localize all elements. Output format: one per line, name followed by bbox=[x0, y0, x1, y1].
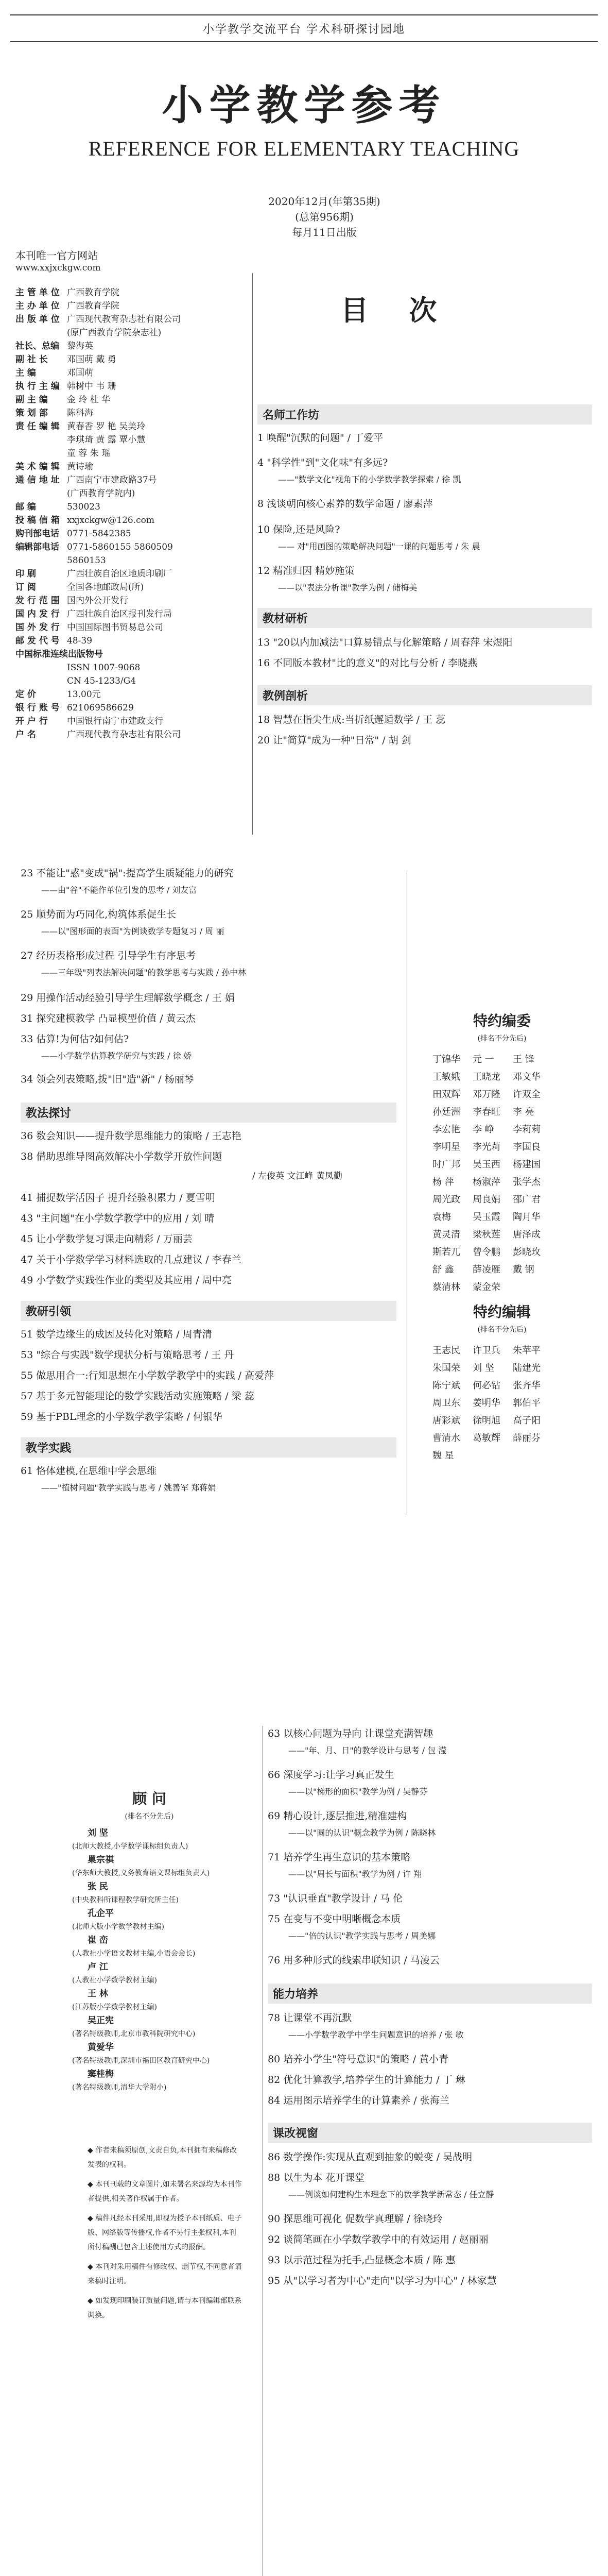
toc-entry[interactable]: 29 用操作活动经验引导学生理解数学概念 / 王 娟 bbox=[21, 992, 235, 1004]
committee-member: 陶月华 bbox=[513, 1212, 541, 1223]
editorial-notes bbox=[88, 2143, 242, 2328]
committee-member: 唐泽成 bbox=[513, 1229, 541, 1240]
masthead-value: 陈科海 bbox=[67, 408, 93, 418]
toc-entry[interactable]: 93 以示范过程为托手,凸显概念本质 / 陈 惠 bbox=[268, 2255, 456, 2266]
toc-entry-subtitle: ——小学数学教学中学生问题意识的培养 / 张 敏 bbox=[288, 2030, 464, 2040]
issue-line-3: 每月11日出版 bbox=[292, 226, 357, 239]
toc-entry[interactable]: 92 谈简笔画在小学数学教学中的有效运用 / 赵丽丽 bbox=[268, 2234, 489, 2245]
masthead-row bbox=[15, 581, 242, 594]
committee-member: 徐明旭 bbox=[473, 1415, 500, 1426]
masthead-row bbox=[15, 621, 242, 634]
advisor-desc: (人教社小学数学教材主编) bbox=[72, 1976, 157, 1985]
toc-entry-subtitle: ——由"谷"不能作单位引发的思考 / 刘友富 bbox=[41, 885, 197, 895]
toc-entry[interactable]: 27 经历表格形成过程 引导学生有序思考 bbox=[21, 950, 196, 961]
toc-entry[interactable]: 63 以核心问题为导向 让课堂充满智趣 bbox=[268, 1728, 433, 1739]
committee-member: 李莉莉 bbox=[513, 1124, 541, 1135]
masthead-row bbox=[15, 393, 242, 406]
journal-title: 小学教学参考 bbox=[162, 81, 446, 129]
masthead-row bbox=[15, 433, 242, 447]
toc-entry[interactable]: 47 关于小学数学学习材料选取的几点建议 / 李春兰 bbox=[21, 1254, 241, 1265]
masthead-key: 发 行 范 围 bbox=[15, 596, 60, 606]
masthead-value: 中国国际图书贸易总公司 bbox=[67, 622, 163, 633]
committee-member: 朱国荣 bbox=[432, 1363, 460, 1374]
committee-member: 薛凌雁 bbox=[473, 1264, 500, 1275]
masthead-key bbox=[15, 674, 67, 688]
masthead-value bbox=[67, 648, 242, 661]
masthead-key bbox=[15, 326, 67, 340]
toc-entry-subtitle: —— 对"用画图的策略解决问题"一课的问题思考 / 朱 晨 bbox=[278, 541, 480, 551]
toc-entry-subtitle: ——以"圆的认识"概念教学为例 / 陈晓林 bbox=[288, 1828, 436, 1838]
committee-member: 李宏艳 bbox=[432, 1124, 460, 1135]
issue-line-2: (总第956期) bbox=[295, 211, 354, 223]
committee-member: 袁梅 bbox=[432, 1212, 451, 1223]
masthead-row bbox=[15, 406, 242, 420]
editorial-note: ◆ 本刊刊载的文章图片,如未署名来源均为本刊作者提供,相关著作权属于作者。 bbox=[88, 2180, 242, 2203]
toc-entry[interactable]: 16 不同版本教材"比的意义"的对比与分析 / 李晓燕 bbox=[257, 657, 478, 669]
section-header: 教材研析 bbox=[257, 608, 592, 628]
committee-member: 葛敏辉 bbox=[473, 1433, 500, 1444]
toc-entry[interactable]: 95 从"以学习者为中心"走向"以学习为中心" / 林家慧 bbox=[268, 2275, 497, 2286]
committee-member: 李国良 bbox=[513, 1142, 541, 1153]
committee-member: 梁秋莲 bbox=[473, 1229, 500, 1240]
masthead-value: 童 蓉 朱 瑶 bbox=[67, 448, 111, 459]
advisors-note: (排名不分先后) bbox=[125, 1812, 174, 1821]
editorial-board-title: 特约编委 bbox=[473, 1012, 531, 1029]
committee-member: 张学杰 bbox=[513, 1177, 541, 1188]
toc-entry[interactable]: 43 "主问题"在小学数学教学中的应用 / 刘 晴 bbox=[21, 1213, 215, 1224]
toc-entry[interactable]: 45 让小学数学复习课走向精彩 / 万丽芸 bbox=[21, 1233, 193, 1245]
toc-entry-subtitle: ——"数学文化"视角下的小学数学教学探索 / 徐 凯 bbox=[278, 474, 461, 484]
masthead-value: 广西教育学院 bbox=[67, 301, 119, 311]
masthead-row bbox=[15, 326, 242, 340]
toc-entry[interactable]: 59 基于PBL理念的小学数学教学策略 / 何银华 bbox=[21, 1411, 223, 1422]
masthead-value: 金 玲 杜 华 bbox=[67, 395, 111, 405]
masthead-key: 策 划 部 bbox=[15, 408, 48, 418]
masthead-key: 中国标准连续出版物号 bbox=[15, 649, 103, 659]
masthead-row bbox=[15, 567, 242, 581]
masthead-row bbox=[15, 366, 242, 380]
masthead-row bbox=[15, 688, 242, 701]
masthead-key: 副 社 长 bbox=[15, 354, 48, 365]
masthead-row bbox=[15, 420, 242, 433]
toc-entry[interactable]: 69 精心设计,逐层推进,精准建构 bbox=[268, 1810, 407, 1822]
toc-entry[interactable]: 80 培养小学生"符号意识"的策略 / 黄小青 bbox=[268, 2054, 449, 2065]
masthead-value: 13.00元 bbox=[67, 689, 101, 700]
journal-title-en: REFERENCE FOR ELEMENTARY TEACHING bbox=[88, 137, 520, 160]
masthead-value: 黎海英 bbox=[67, 341, 93, 351]
special-editors-names bbox=[432, 1342, 566, 1465]
toc-entry[interactable]: 36 数会知识——提升数学思维能力的策略 / 王志艳 bbox=[21, 1130, 241, 1142]
masthead-value: 中国银行南宁市建政支行 bbox=[67, 716, 163, 726]
committee-member: 王敏娥 bbox=[432, 1072, 460, 1082]
masthead-row bbox=[15, 353, 242, 366]
advisors-list bbox=[72, 1826, 227, 2094]
committee-member: 杨淑萍 bbox=[473, 1177, 500, 1188]
editorial-board-note: (排名不分先后) bbox=[477, 1035, 527, 1043]
website-url[interactable]: www.xxjxckgw.com bbox=[15, 263, 101, 273]
committee-member: 周光政 bbox=[432, 1194, 460, 1205]
advisor-name: 卢 江 bbox=[88, 1962, 108, 1972]
toc-entry[interactable]: 82 优化计算教学,培养学生的计算能力 / 丁 琳 bbox=[268, 2074, 465, 2086]
committee-member: 李明星 bbox=[432, 1142, 460, 1153]
toc-entry[interactable]: 55 做思用合一:行知思想在小学数学教学中的实践 / 高爱萍 bbox=[21, 1370, 274, 1381]
masthead-value: 广西壮族自治区报刊发行局 bbox=[67, 609, 172, 619]
advisor-desc: (华东师大教授,义务教育语文课标组负责人) bbox=[72, 1869, 210, 1877]
toc-entry[interactable]: 78 让课堂不再沉默 bbox=[268, 2012, 352, 2024]
masthead-key bbox=[15, 447, 67, 460]
masthead-key bbox=[15, 554, 67, 567]
masthead-row bbox=[15, 460, 242, 473]
editorial-note: ◆ 本刊对采用稿件有修改权、删节权,不同意者请来稿时注明。 bbox=[88, 2263, 242, 2285]
advisor-name: 崔 峦 bbox=[88, 1935, 108, 1945]
special-editors-note: (排名不分先后) bbox=[477, 1326, 527, 1334]
masthead-key: 主 编 bbox=[15, 368, 36, 378]
toc-entry-subtitle: ——"年、月、日"的教学设计与思考 / 包 滢 bbox=[288, 1745, 447, 1755]
committee-member: 丁锦华 bbox=[432, 1054, 460, 1065]
committee-member: 刘 坚 bbox=[473, 1363, 494, 1374]
section-header: 教研引领 bbox=[21, 1301, 396, 1321]
committee-member: 何必钻 bbox=[473, 1380, 500, 1391]
tagline-rule bbox=[10, 41, 598, 42]
committee-member: 薛丽芬 bbox=[513, 1433, 541, 1444]
masthead-key: 订 阅 bbox=[15, 582, 36, 592]
committee-member: 舒 鑫 bbox=[432, 1264, 454, 1275]
toc-entry[interactable]: 71 培养学生再生意识的基本策略 bbox=[268, 1852, 411, 1863]
masthead-row bbox=[15, 607, 242, 621]
masthead-key: 社长、总编 bbox=[15, 341, 59, 351]
committee-member: 陆建光 bbox=[513, 1363, 541, 1374]
toc-entry-subtitle: ——以"梯形的面积"教学为例 / 吴静芬 bbox=[288, 1787, 428, 1797]
committee-member: 李光莉 bbox=[473, 1142, 500, 1153]
advisor-desc: (北师大版小学数学教材主编) bbox=[72, 1923, 164, 1931]
masthead-key: 银 行 账 号 bbox=[15, 703, 60, 713]
toc-entry[interactable]: 13 "20以内加减法"口算易错点与化解策略 / 周春萍 宋煜阳 bbox=[257, 637, 513, 648]
committee-member: 王晓龙 bbox=[473, 1072, 500, 1082]
toc-entry[interactable]: 20 让"简算"成为一种"日常" / 胡 剑 bbox=[257, 735, 411, 746]
toc-entry[interactable]: 90 探思维可视化 促数学真理解 / 徐晓玲 bbox=[268, 2213, 443, 2225]
committee-member: 许卫兵 bbox=[473, 1345, 500, 1356]
masthead-key: 国 外 发 行 bbox=[15, 622, 60, 633]
masthead-value: 5860153 bbox=[67, 555, 106, 566]
toc-entry[interactable]: 61 恪体建模,在思维中学会思维 bbox=[21, 1465, 157, 1477]
masthead-value: 530023 bbox=[67, 502, 100, 512]
masthead-key: 定 价 bbox=[15, 689, 36, 700]
toc-entry[interactable]: 34 领会列表策略,拨"旧"造"新" / 杨丽琴 bbox=[21, 1074, 194, 1085]
advisor-desc: (著名特级教师,北京市教科院研究中心) bbox=[72, 2030, 196, 2038]
masthead-key: 出 版 单 位 bbox=[15, 314, 60, 325]
masthead-key: 执 行 主 编 bbox=[15, 381, 60, 392]
advisor-name: 黄爱华 bbox=[88, 2042, 114, 2053]
advisor-name: 巢宗祺 bbox=[88, 1855, 114, 1865]
toc-entry[interactable]: 25 顺势而为巧同化,构筑体系促生长 bbox=[21, 909, 177, 920]
column-divider bbox=[252, 273, 253, 835]
toc-panel-3 bbox=[10, 1716, 598, 2576]
masthead-value: ISSN 1007-9068 bbox=[67, 663, 141, 673]
advisors-title: 顾 问 bbox=[132, 1790, 166, 1807]
masthead-value: 黄春香 罗 艳 吴美玲 bbox=[67, 421, 146, 432]
section-header: 能力培养 bbox=[268, 1984, 592, 2004]
committee-member: 彭晓玫 bbox=[513, 1247, 541, 1258]
editorial-note: ◆ 如发现印刷装订质量问题,请与本刊编辑部联系调换。 bbox=[88, 2297, 242, 2319]
toc-entry-subtitle: ——"植树问题"教学实践与思考 / 姚善军 郑蒋娟 bbox=[41, 1483, 216, 1493]
masthead-row bbox=[15, 286, 242, 299]
committee-member: 高子阳 bbox=[513, 1415, 541, 1426]
committee-member: 孙廷洲 bbox=[432, 1107, 460, 1117]
masthead-value: 全国各地邮政局(所) bbox=[67, 582, 144, 592]
committee-member: 邓万隆 bbox=[473, 1089, 500, 1100]
masthead-key: 通 信 地 址 bbox=[15, 475, 60, 485]
masthead-key: 主 办 单 位 bbox=[15, 301, 60, 311]
section-header: 教例剖析 bbox=[257, 685, 592, 705]
masthead-row bbox=[15, 340, 242, 353]
toc-entry[interactable]: 73 "认识垂直"教学设计 / 马 伦 bbox=[268, 1893, 403, 1904]
masthead-key: 副 主 编 bbox=[15, 395, 48, 405]
masthead-value: 李琪琦 黄 露 覃小慧 bbox=[67, 435, 146, 445]
masthead-row bbox=[15, 473, 242, 487]
committee-member: 曹清水 bbox=[432, 1433, 460, 1444]
masthead-key: 邮 发 代 号 bbox=[15, 636, 60, 646]
toc-entry-subtitle: ——以"图形面的表面"为例谈数学专题复习 / 周 丽 bbox=[41, 926, 224, 936]
committee-member: 吴玉西 bbox=[473, 1159, 500, 1170]
masthead-value: 广西壮族自治区地质印刷厂 bbox=[67, 569, 172, 579]
toc-entry[interactable]: 84 运用图示培养学生的计算素养 / 张海兰 bbox=[268, 2095, 449, 2106]
committee-member: 姜明华 bbox=[473, 1398, 500, 1409]
section-header: 课改视窗 bbox=[268, 2123, 592, 2143]
committee-member: 周卫东 bbox=[432, 1398, 460, 1409]
editorial-board-names bbox=[432, 1051, 566, 1296]
toc-entry-subtitle: ——以"表法分析课"教学为例 / 储梅美 bbox=[278, 583, 418, 592]
toc-entry[interactable]: 75 在变与不变中明晰概念本质 bbox=[268, 1913, 401, 1925]
editorial-note: ◆ 稿件凡经本刊采用,即视为授予本刊纸质、电子版、网络版等传播权,作者不另行主张权利,本刊所付稿酬已包含上述使用方式的报酬。 bbox=[88, 2214, 242, 2251]
issue-line-1: 2020年12月(年第35期) bbox=[268, 195, 380, 208]
committee-member: 蔡清林 bbox=[432, 1282, 460, 1293]
toc-entry[interactable]: 33 估算!为何估?如何估? bbox=[21, 1033, 129, 1045]
committee-member: 周良娟 bbox=[473, 1194, 500, 1205]
masthead-value: 621069586629 bbox=[67, 703, 134, 713]
toc-entry[interactable]: 8 浅谈朝向核心素养的数学命题 / 廖素萍 bbox=[257, 498, 433, 510]
masthead-row bbox=[15, 380, 242, 393]
masthead-value: 韩树中 韦 珊 bbox=[67, 381, 116, 392]
advisor-desc: (北师大教授,小学数学课标组负责人) bbox=[72, 1842, 188, 1851]
toc-entry[interactable]: 41 捕捉数学活因子 提升经验积累力 / 夏雪明 bbox=[21, 1192, 215, 1204]
committee-member: 张齐华 bbox=[513, 1380, 541, 1391]
masthead-row bbox=[15, 540, 242, 554]
masthead-value: 邓国萌 bbox=[67, 368, 93, 378]
masthead-key: 国 内 发 行 bbox=[15, 609, 60, 619]
committee-member: 唐彩斌 bbox=[432, 1415, 460, 1426]
masthead-row bbox=[15, 674, 242, 688]
toc-entry[interactable]: 31 探究建模教学 凸显模型价值 / 黄云杰 bbox=[21, 1013, 196, 1024]
masthead-key bbox=[15, 433, 67, 447]
masthead-row bbox=[15, 514, 242, 527]
advisor-name: 窦桂梅 bbox=[88, 2069, 114, 2079]
section-header: 教学实践 bbox=[21, 1437, 396, 1458]
advisor-desc: (人教社小学语文教材主编,小语会会长) bbox=[72, 1950, 196, 1958]
masthead-value: CN 45-1233/G4 bbox=[67, 676, 136, 686]
toc-entry[interactable]: 12 精准归因 精妙施策 bbox=[257, 565, 355, 577]
masthead-key: 美 术 编 辑 bbox=[15, 462, 60, 472]
masthead-key: 邮 编 bbox=[15, 502, 36, 512]
masthead-value: 0771-5860155 5860509 bbox=[67, 542, 173, 552]
committee-member: 戴 钢 bbox=[513, 1264, 534, 1275]
committee-member: 王 锋 bbox=[513, 1054, 534, 1065]
committee-member: 田双辉 bbox=[432, 1089, 460, 1100]
top-rule bbox=[10, 14, 598, 15]
toc-entry-subtitle: ——小学数学估算教学研究与实践 / 徐 娇 bbox=[41, 1051, 192, 1061]
committee-member: 元 一 bbox=[473, 1054, 494, 1065]
masthead-row bbox=[15, 634, 242, 648]
masthead-value: 广西现代教育杂志社有限公司 bbox=[67, 730, 181, 740]
committee-member: 朱苹平 bbox=[513, 1345, 541, 1356]
masthead-row bbox=[15, 299, 242, 313]
masthead-key: 印 刷 bbox=[15, 569, 36, 579]
masthead-key: 编辑部电话 bbox=[15, 542, 59, 552]
tagline: 小学教学交流平台 学术科研探讨园地 bbox=[203, 23, 405, 36]
section-header: 教法探讨 bbox=[21, 1103, 396, 1123]
toc-entry[interactable]: 10 保险,还是风险? bbox=[257, 524, 340, 535]
toc-entry-subtitle: ——"倍的认识"教学实践与思考 / 周美娜 bbox=[288, 1931, 436, 1941]
section-header: 名师工作坊 bbox=[257, 404, 592, 425]
cover-panel bbox=[10, 5, 598, 842]
committee-member: 李 峥 bbox=[473, 1124, 494, 1135]
masthead-key bbox=[15, 661, 67, 674]
masthead-row bbox=[15, 554, 242, 567]
masthead-value: 48-39 bbox=[67, 636, 93, 646]
committee-member: 时广邦 bbox=[432, 1159, 460, 1170]
masthead-value: 广西现代教育杂志社有限公司 bbox=[67, 314, 181, 325]
committee-member: 李春旺 bbox=[473, 1107, 500, 1117]
masthead-row bbox=[15, 500, 242, 514]
masthead-row bbox=[15, 447, 242, 460]
toc-entry[interactable]: 51 数学边缘生的成因及转化对策略 / 周青清 bbox=[21, 1329, 212, 1340]
masthead-value: xxjxckgw@126.com bbox=[67, 515, 155, 526]
committee-member: 斯若兀 bbox=[432, 1247, 460, 1258]
masthead-row bbox=[15, 728, 242, 741]
masthead-key: 开 户 行 bbox=[15, 716, 48, 726]
toc-entry[interactable]: 18 智慧在指尖生成:当折纸邂逅数学 / 王 蕊 bbox=[257, 714, 446, 725]
special-editors-title: 特约编辑 bbox=[473, 1303, 531, 1320]
committee-member: 郭伯平 bbox=[513, 1398, 541, 1409]
committee-member: 邓文华 bbox=[513, 1072, 541, 1082]
toc-entry[interactable]: 86 数学操作:实现从直观到抽象的蜕变 / 吴战明 bbox=[268, 2151, 473, 2163]
committee-member: 邵广君 bbox=[513, 1194, 541, 1205]
toc-entry[interactable]: 49 小学数学实践性作业的类型及其应用 / 周中亮 bbox=[21, 1275, 232, 1286]
masthead-row bbox=[15, 527, 242, 540]
advisor-name: 吴正宪 bbox=[88, 2015, 114, 2026]
toc-entry[interactable]: 1 唤醒"沉默的问题" / 丁爱平 bbox=[257, 432, 384, 444]
masthead-key: 责 任 编 辑 bbox=[15, 421, 60, 432]
toc-entry[interactable]: 57 基于多元智能理论的数学实践活动实施策略 / 梁 蕊 bbox=[21, 1391, 254, 1402]
toc-entry-subtitle: ——以"周长与面积"教学为例 / 许 翔 bbox=[288, 1869, 422, 1879]
toc-entry[interactable]: 23 不能让"惑"变成"祸":提高学生质疑能力的研究 bbox=[21, 868, 234, 879]
masthead-key: 购刊部电话 bbox=[15, 529, 59, 539]
masthead-row bbox=[15, 661, 242, 674]
toc-entry[interactable]: 4 "科学性"到"文化味"有多远? bbox=[257, 457, 388, 468]
masthead-row bbox=[15, 487, 242, 500]
toc-entry[interactable]: 76 用多种形式的线索串联知识 / 马凌云 bbox=[268, 1955, 440, 1966]
masthead-row bbox=[15, 715, 242, 728]
advisor-name: 孔企平 bbox=[88, 1908, 114, 1919]
masthead-row bbox=[15, 701, 242, 715]
advisor-name: 刘 坚 bbox=[88, 1828, 108, 1838]
masthead-value: 广西南宁市建政路37号 bbox=[67, 475, 157, 485]
masthead-value: 国内外公开发行 bbox=[67, 596, 128, 606]
committee-member: 吴玉霞 bbox=[473, 1212, 500, 1223]
committee-member: 曾令鹏 bbox=[473, 1247, 500, 1258]
toc-entry[interactable]: 38 借助思维导图高效解决小学数学开放性问题 bbox=[21, 1151, 222, 1162]
masthead-value: 邓国萌 戴 勇 bbox=[67, 354, 116, 365]
toc-entry[interactable]: 66 深度学习:让学习真正发生 bbox=[268, 1769, 394, 1781]
committee-member: 杨建国 bbox=[513, 1159, 541, 1170]
committee-member: 李 亮 bbox=[513, 1107, 534, 1117]
masthead-value: (原广西教育学院杂志社) bbox=[67, 328, 162, 338]
committee-member: 杨 萍 bbox=[432, 1177, 454, 1188]
website-label: 本刊唯一官方网站 bbox=[15, 249, 98, 262]
masthead-value: (广西教育学院内) bbox=[67, 488, 135, 499]
advisor-desc: (著名特级教师,清华大学附小) bbox=[72, 2083, 167, 2092]
masthead-key: 投 稿 信 箱 bbox=[15, 515, 60, 526]
committee-member: 黄灵清 bbox=[432, 1229, 460, 1240]
advisor-name: 张 民 bbox=[88, 1882, 108, 1892]
committee-member: 许双全 bbox=[513, 1089, 541, 1100]
toc-entry-subtitle: ——三年级"列表法解决问题"的教学思考与实践 / 孙中林 bbox=[41, 968, 247, 977]
committee-member: 陈宁斌 bbox=[432, 1380, 460, 1391]
masthead-value: 黄诗瑜 bbox=[67, 462, 93, 472]
committee-member: 蒙金荣 bbox=[473, 1282, 500, 1293]
masthead-value: 广西教育学院 bbox=[67, 287, 119, 298]
masthead-key: 主 管 单 位 bbox=[15, 287, 60, 298]
masthead-row bbox=[15, 648, 242, 661]
advisor-name: 王 林 bbox=[88, 1989, 108, 1999]
advisor-desc: (著名特级教师,深圳市福田区教育研究中心) bbox=[72, 2057, 210, 2065]
masthead bbox=[15, 286, 242, 741]
toc-entry[interactable]: 53 "综合与实践"数学现状分析与策略思考 / 王 丹 bbox=[21, 1349, 234, 1361]
masthead-value: 0771-5842385 bbox=[67, 529, 131, 539]
advisor-desc: (中央教科所课程教学研究所主任) bbox=[72, 1896, 179, 1904]
toc-entry-subtitle: ——例谈如何建构生本理念下的数学教学新常态 / 任立静 bbox=[288, 2190, 494, 2199]
committee-member: 王志民 bbox=[432, 1345, 460, 1356]
toc-entry-authors: / 左俊英 文江峰 黄凤勤 bbox=[252, 1171, 342, 1181]
toc-panel-2 bbox=[10, 855, 598, 1703]
masthead-row bbox=[15, 594, 242, 607]
toc-entry[interactable]: 88 以生为本 花开课堂 bbox=[268, 2172, 365, 2183]
masthead-row bbox=[15, 313, 242, 326]
masthead-key bbox=[15, 487, 67, 500]
toc-title: 目 次 bbox=[340, 294, 453, 327]
committee-member: 魏 星 bbox=[432, 1450, 454, 1461]
editorial-note: ◆ 作者来稿须原创,文责自负,本刊拥有来稿修改发表的权利。 bbox=[88, 2146, 237, 2169]
masthead-key: 户 名 bbox=[15, 730, 36, 740]
advisor-desc: (江苏版小学数学教材主编) bbox=[72, 2003, 157, 2011]
